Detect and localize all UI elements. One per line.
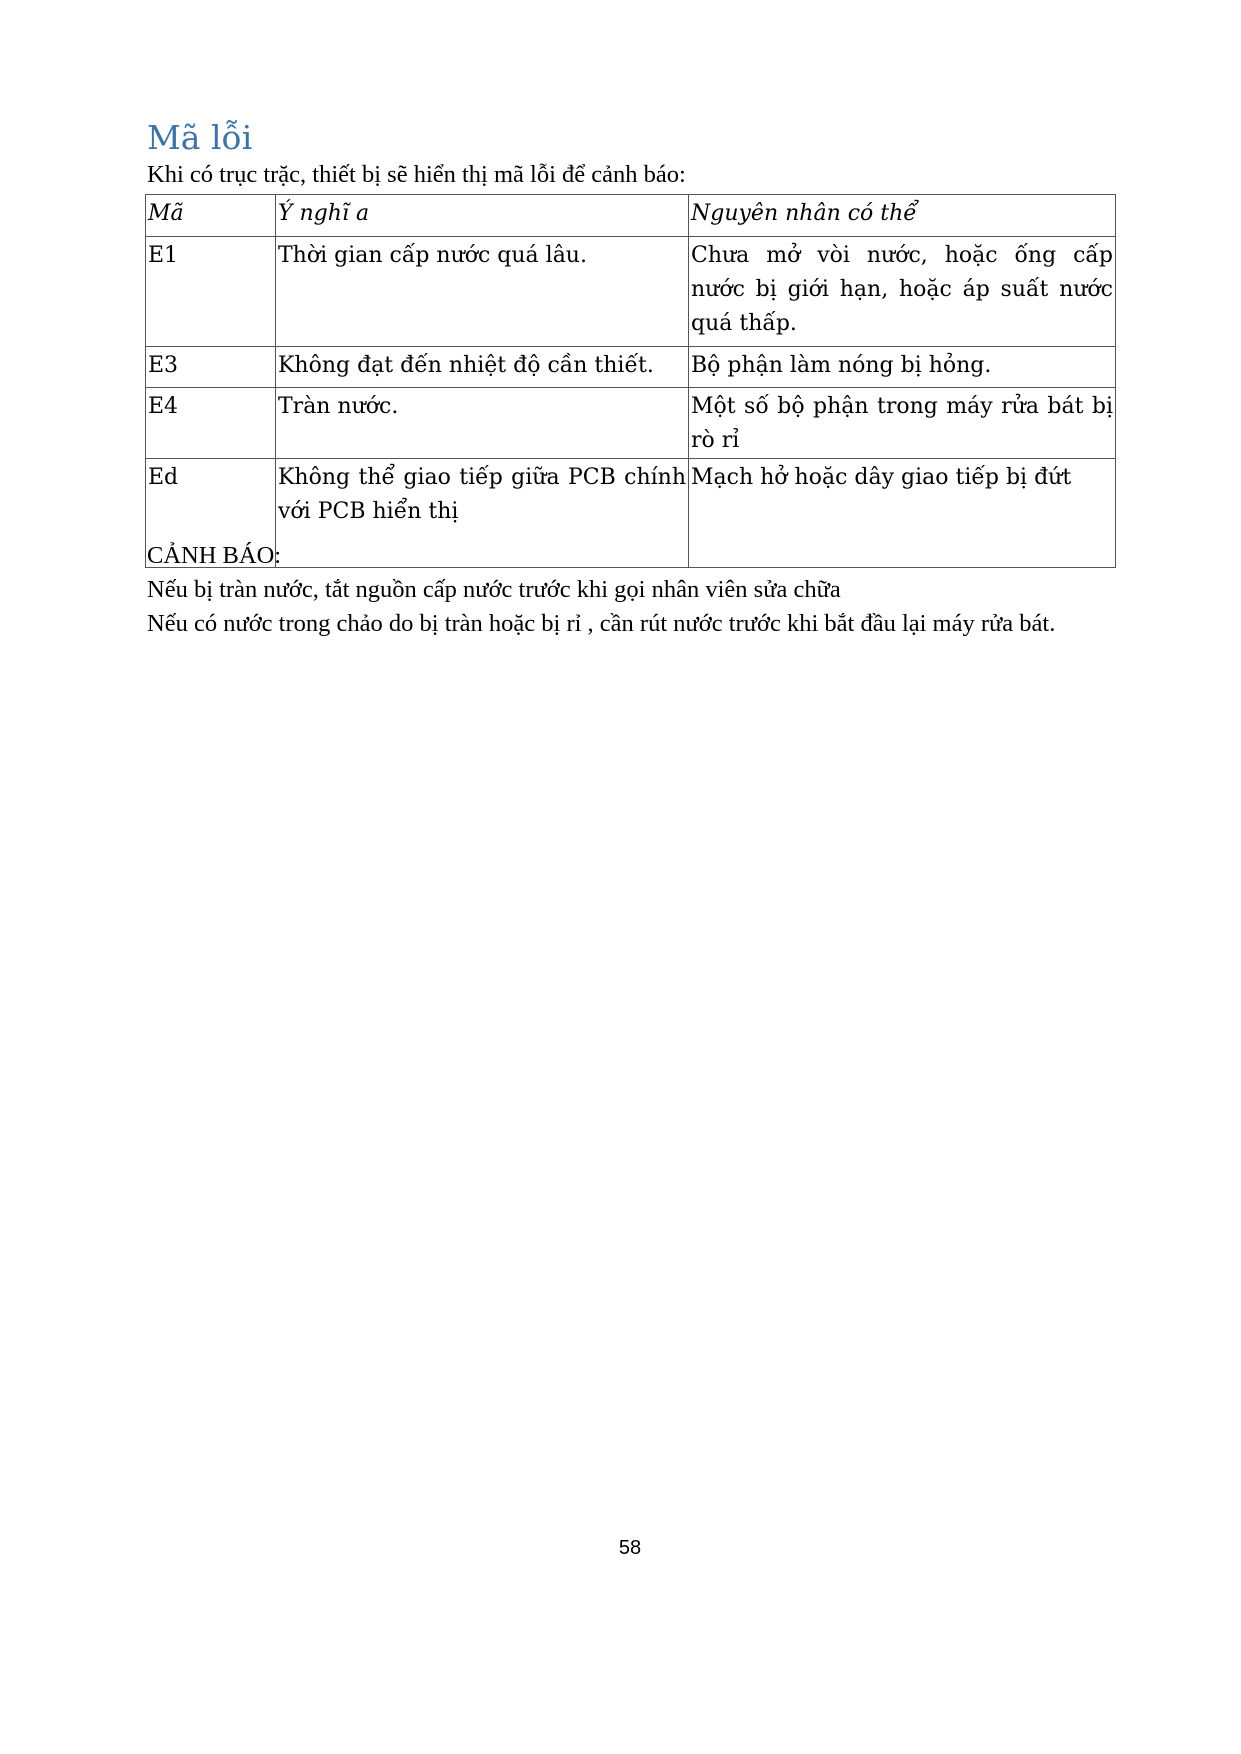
cell-code: E3 bbox=[146, 347, 276, 388]
table-row bbox=[146, 459, 1116, 568]
section-title: Mã lỗi bbox=[147, 118, 253, 157]
cell-cause: Mạch hở hoặc dây giao tiếp bị đứt bbox=[689, 459, 1116, 568]
header-cause: Nguyên nhân có thể bbox=[689, 195, 1116, 237]
cell-code: Ed bbox=[146, 459, 276, 568]
error-code-table bbox=[145, 194, 1116, 568]
warning-title: CẢNH BÁO: bbox=[147, 542, 282, 569]
table-row bbox=[146, 388, 1116, 459]
table-header-row bbox=[146, 195, 1116, 237]
cell-meaning: Không thể giao tiếp giữa PCB chính với PCB hiển thị bbox=[276, 459, 689, 568]
cell-meaning: Thời gian cấp nước quá lâu. bbox=[276, 237, 689, 347]
header-code: Mã bbox=[146, 195, 276, 237]
header-meaning: Ý nghĩ a bbox=[276, 195, 689, 237]
table-row bbox=[146, 237, 1116, 347]
cell-cause: Một số bộ phận trong máy rửa bát bị rò rỉ bbox=[689, 388, 1116, 459]
page-number: 58 bbox=[618, 1537, 642, 1559]
cell-meaning: Tràn nước. bbox=[276, 388, 689, 459]
cell-code: E1 bbox=[146, 237, 276, 347]
table-row bbox=[146, 347, 1116, 388]
warning-line-2: Nếu có nước trong chảo do bị tràn hoặc bị rỉ , cần rút nước trước khi bắt đầu lại máy rửa bát. bbox=[147, 610, 1056, 637]
cell-cause: Chưa mở vòi nước, hoặc ống cấp nước bị giới hạn, hoặc áp suất nước quá thấp. bbox=[689, 237, 1116, 347]
warning-line-1: Nếu bị tràn nước, tắt nguồn cấp nước trước khi gọi nhân viên sửa chữa bbox=[147, 576, 841, 603]
cell-cause: Bộ phận làm nóng bị hỏng. bbox=[689, 347, 1116, 388]
intro-text: Khi có trục trặc, thiết bị sẽ hiển thị mã lỗi để cảnh báo: bbox=[147, 161, 686, 188]
cell-meaning: Không đạt đến nhiệt độ cần thiết. bbox=[276, 347, 689, 388]
cell-code: E4 bbox=[146, 388, 276, 459]
